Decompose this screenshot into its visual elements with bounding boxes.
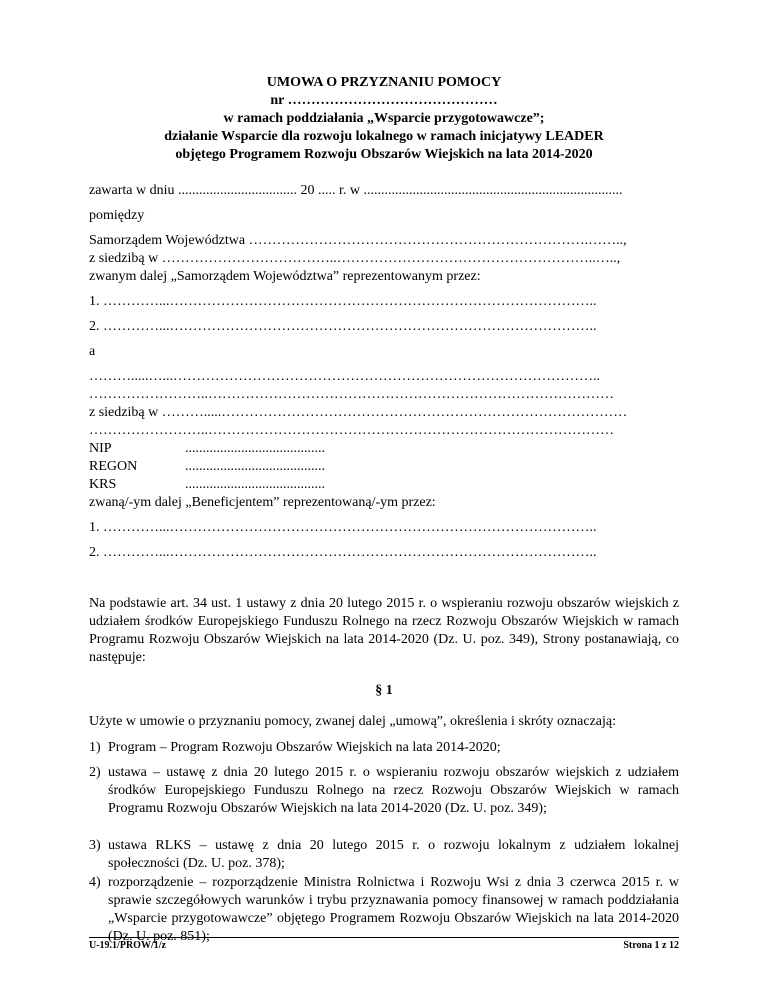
between-text: pomiędzy — [89, 208, 145, 223]
list-item — [89, 874, 679, 946]
list-item — [89, 837, 679, 873]
list-item-number: 4) — [89, 875, 101, 890]
list-item-number: 1) — [89, 740, 101, 755]
footer-divider — [89, 937, 679, 938]
definitions-intro: Użyte w umowie o przyznaniu pomocy, zwanej dalej „umową”, określenia i skróty oznaczają: — [89, 714, 617, 729]
list-item — [89, 764, 679, 818]
subtitle-line-1: w ramach poddziałania „Wsparcie przygotowawcze”; — [223, 111, 545, 126]
footer-page-number: Strona 1 z 12 — [623, 940, 679, 951]
document-title: UMOWA O PRZYZNANIU POMOCY — [266, 75, 502, 90]
beneficiary-representative-1: 1. …………...……………………………………………………………………………….. — [89, 520, 597, 535]
beneficiary-seat-line: z siedzibą w ……….....…………………………………………………………………………… — [89, 405, 628, 420]
footer-document-code: U-19.1/PROW/1/z — [89, 940, 166, 951]
section-heading: § 1 — [375, 683, 393, 698]
krs-label: KRS — [89, 477, 117, 492]
regon-field: ........................................ — [185, 459, 325, 474]
nip-label: NIP — [89, 441, 112, 456]
list-item-text: rozporządzenie – rozporządzenie Ministra Rolnictwa i Rozwoju Wsi z dnia 3 czerwca 2015 r. w sprawie szczegółowych warunków i trybu przyznawania pomocy finansowej w ramach poddziałania „Wsparcie przygotowawcze” objętego Programem Rozwoju Obszarów Wiejskich na lata 2014-2020 (Dz. U. poz. 851); — [108, 875, 679, 944]
agreement-number: nr ……………………………………… — [270, 93, 498, 108]
list-item-number: 2) — [89, 765, 101, 780]
legal-basis-paragraph: Na podstawie art. 34 ust. 1 ustawy z dnia 20 lutego 2015 r. o wspieraniu rozwoju obszarów wiejskich z udziałem środków Europejskiego Funduszu Rolnego na rzecz Rozwoju Obszarów Wiejskich w ramach Programu Rozwoju Obszarów Wiejskich na lata 2014-2020 (Dz. U. poz. 349), Strony postanawiają, co następuje: — [89, 596, 679, 665]
list-item-text: ustawa RLKS – ustawę z dnia 20 lutego 2015 r. o rozwoju lokalnym z udziałem lokalnej społeczności (Dz. U. poz. 378); — [108, 838, 679, 871]
beneficiary-address-line: ……………………..…………………………………………………………………………… — [89, 423, 614, 438]
beneficiary-name-line-1: ……….....…...……………………………………………………………………………….. — [89, 369, 600, 384]
voivodeship-called-line: zwanym dalej „Samorządem Województwa” reprezentowanym przez: — [89, 269, 481, 284]
list-item-number: 3) — [89, 838, 101, 853]
voivodeship-representative-2: 2. …………...……………………………………………………………………………….. — [89, 319, 597, 334]
list-item-text: ustawa – ustawę z dnia 20 lutego 2015 r. o wspieraniu rozwoju obszarów wiejskich z udziałem środków Europejskiego Funduszu Rolnego na rzecz Rozwoju Obszarów Wiejskich w ramach Programu Rozwoju Obszarów Wiejskich na lata 2014-2020 (Dz. U. poz. 349); — [108, 765, 679, 816]
concluded-line: zawarta w dniu .................................. 20 ..... r. w .......................................................................... — [89, 183, 623, 198]
subtitle-line-2: działanie Wsparcie dla rozwoju lokalnego w ramach inicjatywy LEADER — [164, 129, 604, 144]
regon-label: REGON — [89, 459, 138, 474]
nip-field: ........................................ — [185, 441, 325, 456]
beneficiary-representative-2: 2. …………...……………………………………………………………………………….. — [89, 545, 597, 560]
beneficiary-name-line-2: ……………………..…………………………………………………………………………… — [89, 387, 614, 402]
subtitle-line-3: objętego Programem Rozwoju Obszarów Wiejskich na lata 2014-2020 — [175, 147, 593, 162]
document-header — [80, 74, 688, 164]
voivodeship-name-line: Samorządem Województwa ……………………………………………………………….…….., — [89, 233, 627, 248]
beneficiary-called-line: zwaną/-ym dalej „Beneficjentem” reprezentowaną/-ym przez: — [89, 495, 436, 510]
krs-field: ........................................ — [185, 477, 325, 492]
voivodeship-representative-1: 1. …………...……………………………………………………………………………….. — [89, 294, 597, 309]
voivodeship-seat-line: z siedzibą w ………………………………..………………………………………………..….., — [89, 251, 621, 266]
list-item-text: Program – Program Rozwoju Obszarów Wiejskich na lata 2014-2020; — [108, 740, 501, 755]
conjunction-text: a — [89, 344, 96, 359]
list-item — [89, 739, 679, 757]
